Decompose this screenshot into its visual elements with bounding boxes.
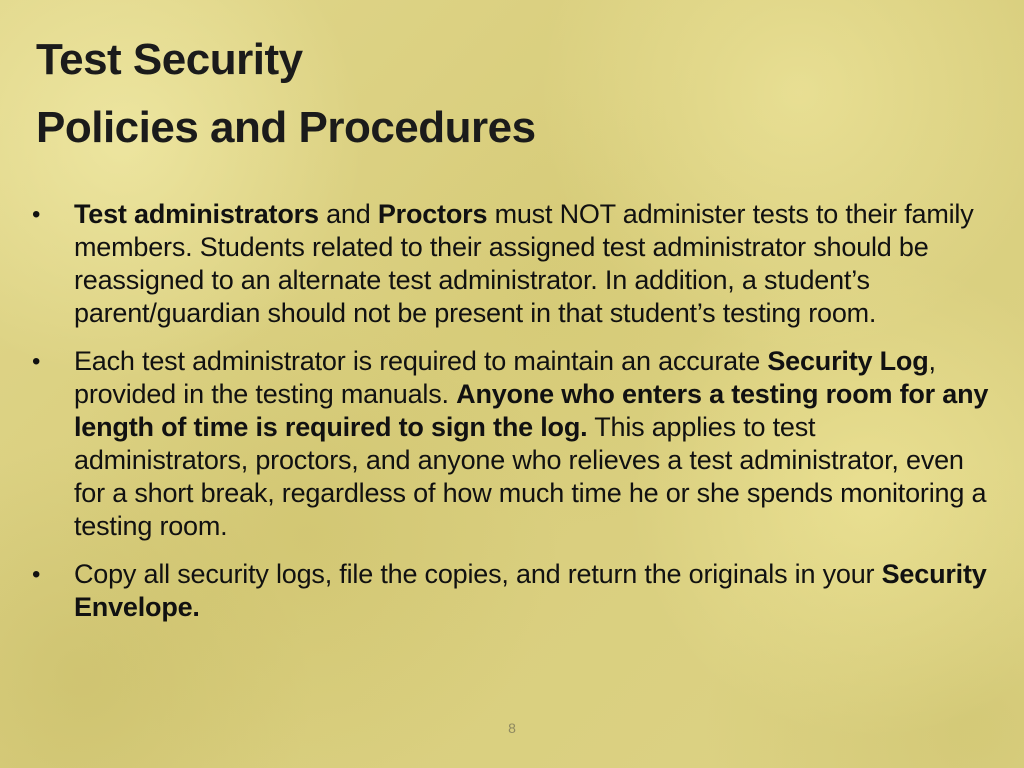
- bullet-2-text: Each test administrator is required to maintain an accurate: [74, 346, 768, 376]
- bullet-2-text-bold: Anyone who enters a testing room for any length of time is required to sign the log.: [74, 379, 989, 442]
- page-number: 8: [508, 720, 516, 736]
- bullet-dot-icon: •: [32, 201, 41, 228]
- bullet-1-text: and: [318, 199, 378, 229]
- bullet-1-text: must NOT administer tests to their family members. Students related to their assigned test administrator should be reassigned to an alternate test administrator. In addition, a student’s parent/guardian should not be present in that student’s testing room.: [74, 199, 974, 328]
- bullet-item-2: [30, 345, 995, 543]
- bullet-2-text: , provided in the testing manuals.: [74, 346, 936, 409]
- bullet-2-text: This applies to test administrators, proctors, and anyone who relieves a test administrator, even for a short break, regardless of how much time he or she spends monitoring a testing room.: [74, 412, 987, 541]
- bullet-2-text-bold: Security Log: [767, 346, 929, 376]
- bullet-1-text-bold: Proctors: [377, 199, 488, 229]
- bullet-3-text-bold: Security Envelope.: [74, 559, 987, 622]
- bullet-dot-icon: •: [32, 561, 41, 588]
- bullet-3-text: Copy all security logs, file the copies, and return the originals in your: [74, 559, 882, 589]
- bullet-dot-icon: •: [32, 348, 41, 375]
- bullet-list: [30, 198, 995, 639]
- slide-title-line-2: Policies and Procedures: [36, 103, 536, 152]
- bullet-1-text-bold: Test administrators: [74, 199, 319, 229]
- slide-title: [36, 26, 536, 162]
- slide-title-line-1: Test Security: [36, 35, 303, 84]
- bullet-item-3: [30, 558, 995, 624]
- bullet-item-1: [30, 198, 995, 330]
